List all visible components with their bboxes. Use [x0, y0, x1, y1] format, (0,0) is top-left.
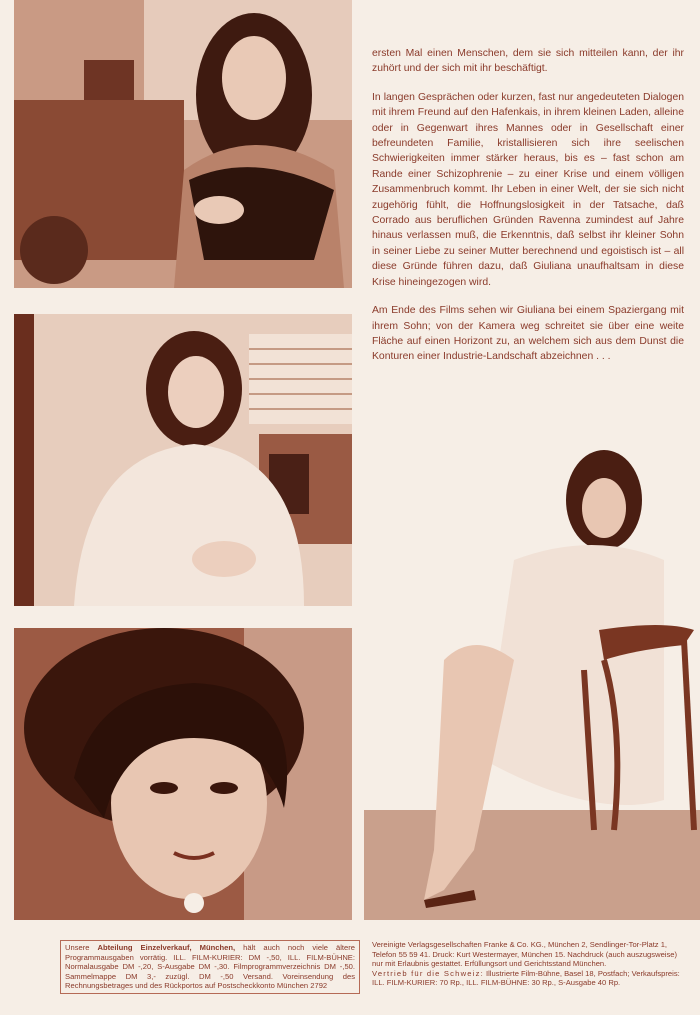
footer-order-notice: [60, 940, 360, 994]
article-paragraph: In langen Gesprächen oder kurzen, fast nur angedeuteten Dialogen mit ihrem Freund auf den Hafenkais, in ihrem kleinen Laden, alleine oder in Gegenwart ihres Mannes oder in Gesellschaft einer befreundeten Familie, kristallisieren sich ihre seelischen Schwierigkeiten immer stärker heraus, bis es – fast schon am Rande einer Schizophrenie – zu einer Krise und einem völligen Zusammenbruch kommt. Ihr Leben in einer Welt, der sie sich nicht zugehörig fühlt, die Hoffnungslosigkeit in der Tatsache, daß Corrado aus beruflichen Gründen Ravenna zumindest auf Jahre hinaus verlassen muß, die Erkenntnis, daß selbst ihr kleiner Sohn in seiner Liebe zu seiner Mutter berechnend und egoistisch ist – all diese Gründe führen dazu, daß Giuliana unaufhaltsam in diese Krise hineingezogen wird.: [372, 91, 684, 288]
photo-woman-seated-chair: [364, 430, 700, 920]
article-paragraph: ersten Mal einen Menschen, dem sie sich mitteilen kann, der ihr zuhört und der sich mit ihr beschäftigt.: [372, 48, 684, 75]
footer-imprint: [372, 940, 684, 988]
photo-woman-closeup: [14, 628, 352, 920]
article-paragraph: Am Ende des Films sehen wir Giuliana bei einem Spaziergang mit ihrem Sohn; von der Kamera weg schreitet sie über eine weite Fläche auf einen Horizont zu, an welchem sich aus dem Dunst die Konturen einer Industrie-Landschaft abzeichnen . . .: [372, 305, 684, 363]
photo-woman-shawl: [14, 0, 352, 288]
article-text: [372, 46, 684, 378]
footer-publisher: Vereinigte Verlagsgesellschaften Franke & Co. KG., München 2, Sendlinger-Tor-Platz 1, Telefon 55 59 41. Druck: Kurt Westermayer, München 15. Nachdruck (auch auszugsweise) nur mit Erlaubnis gestattet. Erfüllungsort und Gerichtsstand München.: [372, 940, 678, 969]
footer-order-department: Abteilung Einzelverkauf, München,: [97, 943, 236, 952]
footer-order-prefix: Unsere: [65, 943, 98, 952]
footer-order-text: hält auch noch viele ältere Programmausgaben vorrätig. ILL. FILM-KURIER: DM -,50, ILL. FILM-BÜHNE: Normalausgabe DM -,20, S-Ausgabe DM -,30. Filmprogrammverzeichnis DM -,50. Sammelmappe DM 3,- zuzügl. DM -,50 Versand. Voreinsendung des Rechnungsbetrages und des Rückportos auf Postscheckkonto München 2792: [65, 943, 356, 991]
photo-woman-white-dress: [14, 314, 352, 606]
footer-distribution: Illustrierte Film-Bühne, Basel 18, Postfach; Verkaufspreis: ILL. FILM-KURIER: 70 Rp., ILL. FILM-BÜHNE: 30 Rp., S-Ausgabe 40 Rp.: [372, 968, 680, 988]
footer-distribution-label: Vertrieb für die Schweiz:: [372, 968, 484, 978]
